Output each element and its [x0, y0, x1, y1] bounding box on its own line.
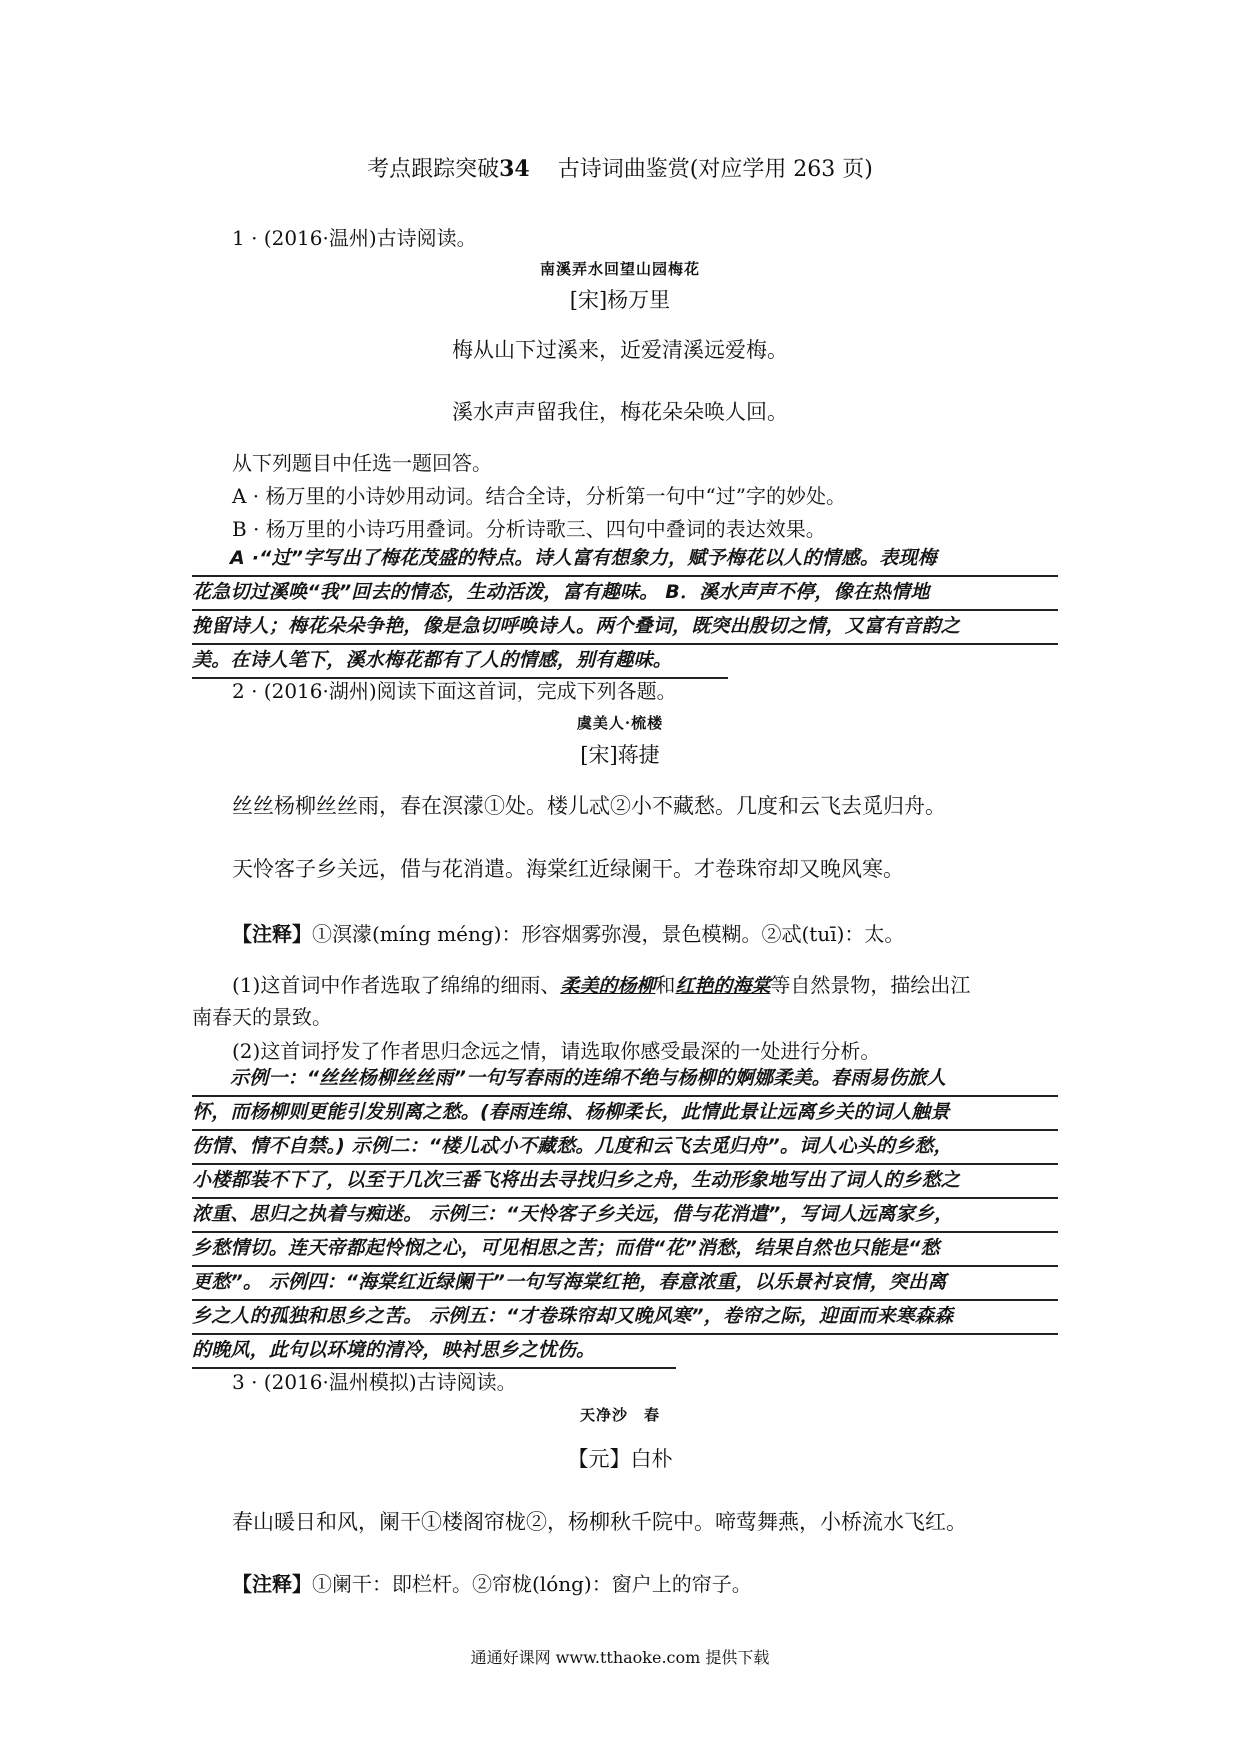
note-label: 【注释】 [232, 922, 312, 946]
answer-line: 浓重、思归之执着与痴迷。 示例三：“天怜客子乡关远，借与花消遣”，写词人远离家乡， [192, 1199, 1058, 1233]
sub1-answer-1: 柔美的杨柳 [560, 975, 656, 997]
q2-sub1 [232, 969, 970, 998]
title-number: 34 [499, 156, 530, 182]
q1-instruction: 从下列题目中任选一题回答。 [232, 451, 492, 475]
answer-line: 小楼都装不下了，以至于几次三番飞将出去寻找归乡之舟，生动形象地写出了词人的乡愁之 [192, 1165, 1058, 1199]
answer-line: 美。在诗人笔下，溪水梅花都有了人的情感，别有趣味。 [192, 645, 728, 679]
q3-poem-title: 天净沙 春 [579, 1406, 660, 1424]
note-text: ①阑干：即栏杆。②帘栊(lóng)：窗户上的帘子。 [312, 1572, 752, 1596]
q2-sub1-cont: 南春天的景致。 [192, 1005, 332, 1029]
sub1-answer-2: 红艳的海棠 [675, 975, 771, 997]
answer-line: 乡愁情切。连天帝都起怜悯之心，可见相思之苦；而借“花”消愁，结果自然也只能是“愁 [192, 1233, 1058, 1267]
q3-stem: 3 · (2016·温州模拟)古诗阅读。 [232, 1370, 517, 1394]
q1-verse-1: 梅从山下过溪来，近爱清溪远爱梅。 [452, 338, 788, 362]
answer-line: 挽留诗人；梅花朵朵争艳，像是急切呼唤诗人。两个叠词，既突出殷切之情，又富有音韵之 [192, 611, 1058, 645]
page-footer: 通通好课网 www.tthaoke.com 提供下载 [470, 1648, 770, 1667]
answer-line: A ·“过”字写出了梅花茂盛的特点。诗人富有想象力，赋予梅花以人的情感。表现梅 [192, 543, 1058, 577]
title-prefix: 考点跟踪突破 [367, 157, 500, 182]
q1-poem-title: 南溪弄水回望山园梅花 [539, 260, 700, 278]
q1-option-b: B · 杨万里的小诗巧用叠词。分析诗歌三、四句中叠词的表达效果。 [232, 517, 826, 541]
q1-stem: 1 · (2016·温州)古诗阅读。 [232, 226, 477, 250]
answer-line: 伤情、情不自禁。) 示例二：“楼儿忒小不藏愁。几度和云飞去觅归舟”。词人心头的乡愁， [192, 1131, 1058, 1165]
sub1-text-b: 和 [655, 973, 676, 997]
answer-line: 花急切过溪唤“我”回去的情态，生动活泼，富有趣味。 B．溪水声声不停，像在热情地 [192, 577, 1058, 611]
q2-stem: 2 · (2016·湖州)阅读下面这首词，完成下列各题。 [232, 679, 677, 703]
sub1-text-a: (1)这首词中作者选取了绵绵的细雨、 [232, 973, 561, 997]
q2-sub2: (2)这首词抒发了作者思归念远之情，请选取你感受最深的一处进行分析。 [232, 1039, 881, 1063]
q2-author: [宋]蒋捷 [580, 743, 660, 767]
q1-verse-2: 溪水声声留我住，梅花朵朵唤人回。 [452, 400, 788, 424]
page-title [0, 152, 1240, 183]
answer-line: 怀，而杨柳则更能引发别离之愁。(春雨连绵、杨柳柔长，此情此景让远离乡关的词人触景 [192, 1097, 1058, 1131]
sub1-text-c: 等自然景物，描绘出江 [770, 973, 971, 997]
answer-line: 乡之人的孤独和思乡之苦。 示例五：“才卷珠帘却又晚风寒”，卷帘之际，迎面而来寒森森 [192, 1301, 1058, 1335]
answer-line: 的晚风，此句以环境的清冷，映衬思乡之忧伤。 [192, 1335, 676, 1369]
q2-verse-1: 丝丝杨柳丝丝雨，春在溟濛①处。楼儿忒②小不藏愁。几度和云飞去觅归舟。 [232, 794, 946, 818]
q2-note [232, 918, 904, 947]
note-label: 【注释】 [232, 1572, 312, 1596]
q2-verse-2: 天怜客子乡关远，借与花消遣。海棠红近绿阑干。才卷珠帘却又晚风寒。 [232, 857, 904, 881]
note-text: ①溟濛(míng méng)：形容烟雾弥漫，景色模糊。②忒(tuī)：太。 [312, 922, 905, 946]
q1-author: [宋]杨万里 [569, 288, 671, 312]
q3-verse: 春山暖日和风，阑干①楼阁帘栊②，杨柳秋千院中。啼莺舞燕，小桥流水飞红。 [232, 1510, 967, 1534]
q2-poem-title: 虞美人·梳楼 [576, 714, 664, 732]
answer-line: 示例一：“丝丝杨柳丝丝雨”一句写春雨的连绵不绝与杨柳的婀娜柔美。春雨易伤旅人 [192, 1063, 1058, 1097]
q3-author: 【元】白朴 [567, 1447, 673, 1471]
q2-answer-block [192, 1063, 1058, 1369]
answer-line: 更愁”。 示例四：“海棠红近绿阑干”一句写海棠红艳，春意浓重，以乐景衬哀情，突出离 [192, 1267, 1058, 1301]
q3-note [232, 1568, 752, 1597]
title-rest: 古诗词曲鉴赏(对应学用 263 页) [557, 157, 873, 182]
q1-answer-block [192, 543, 1058, 679]
q1-option-a: A · 杨万里的小诗妙用动词。结合全诗，分析第一句中“过”字的妙处。 [232, 484, 846, 508]
